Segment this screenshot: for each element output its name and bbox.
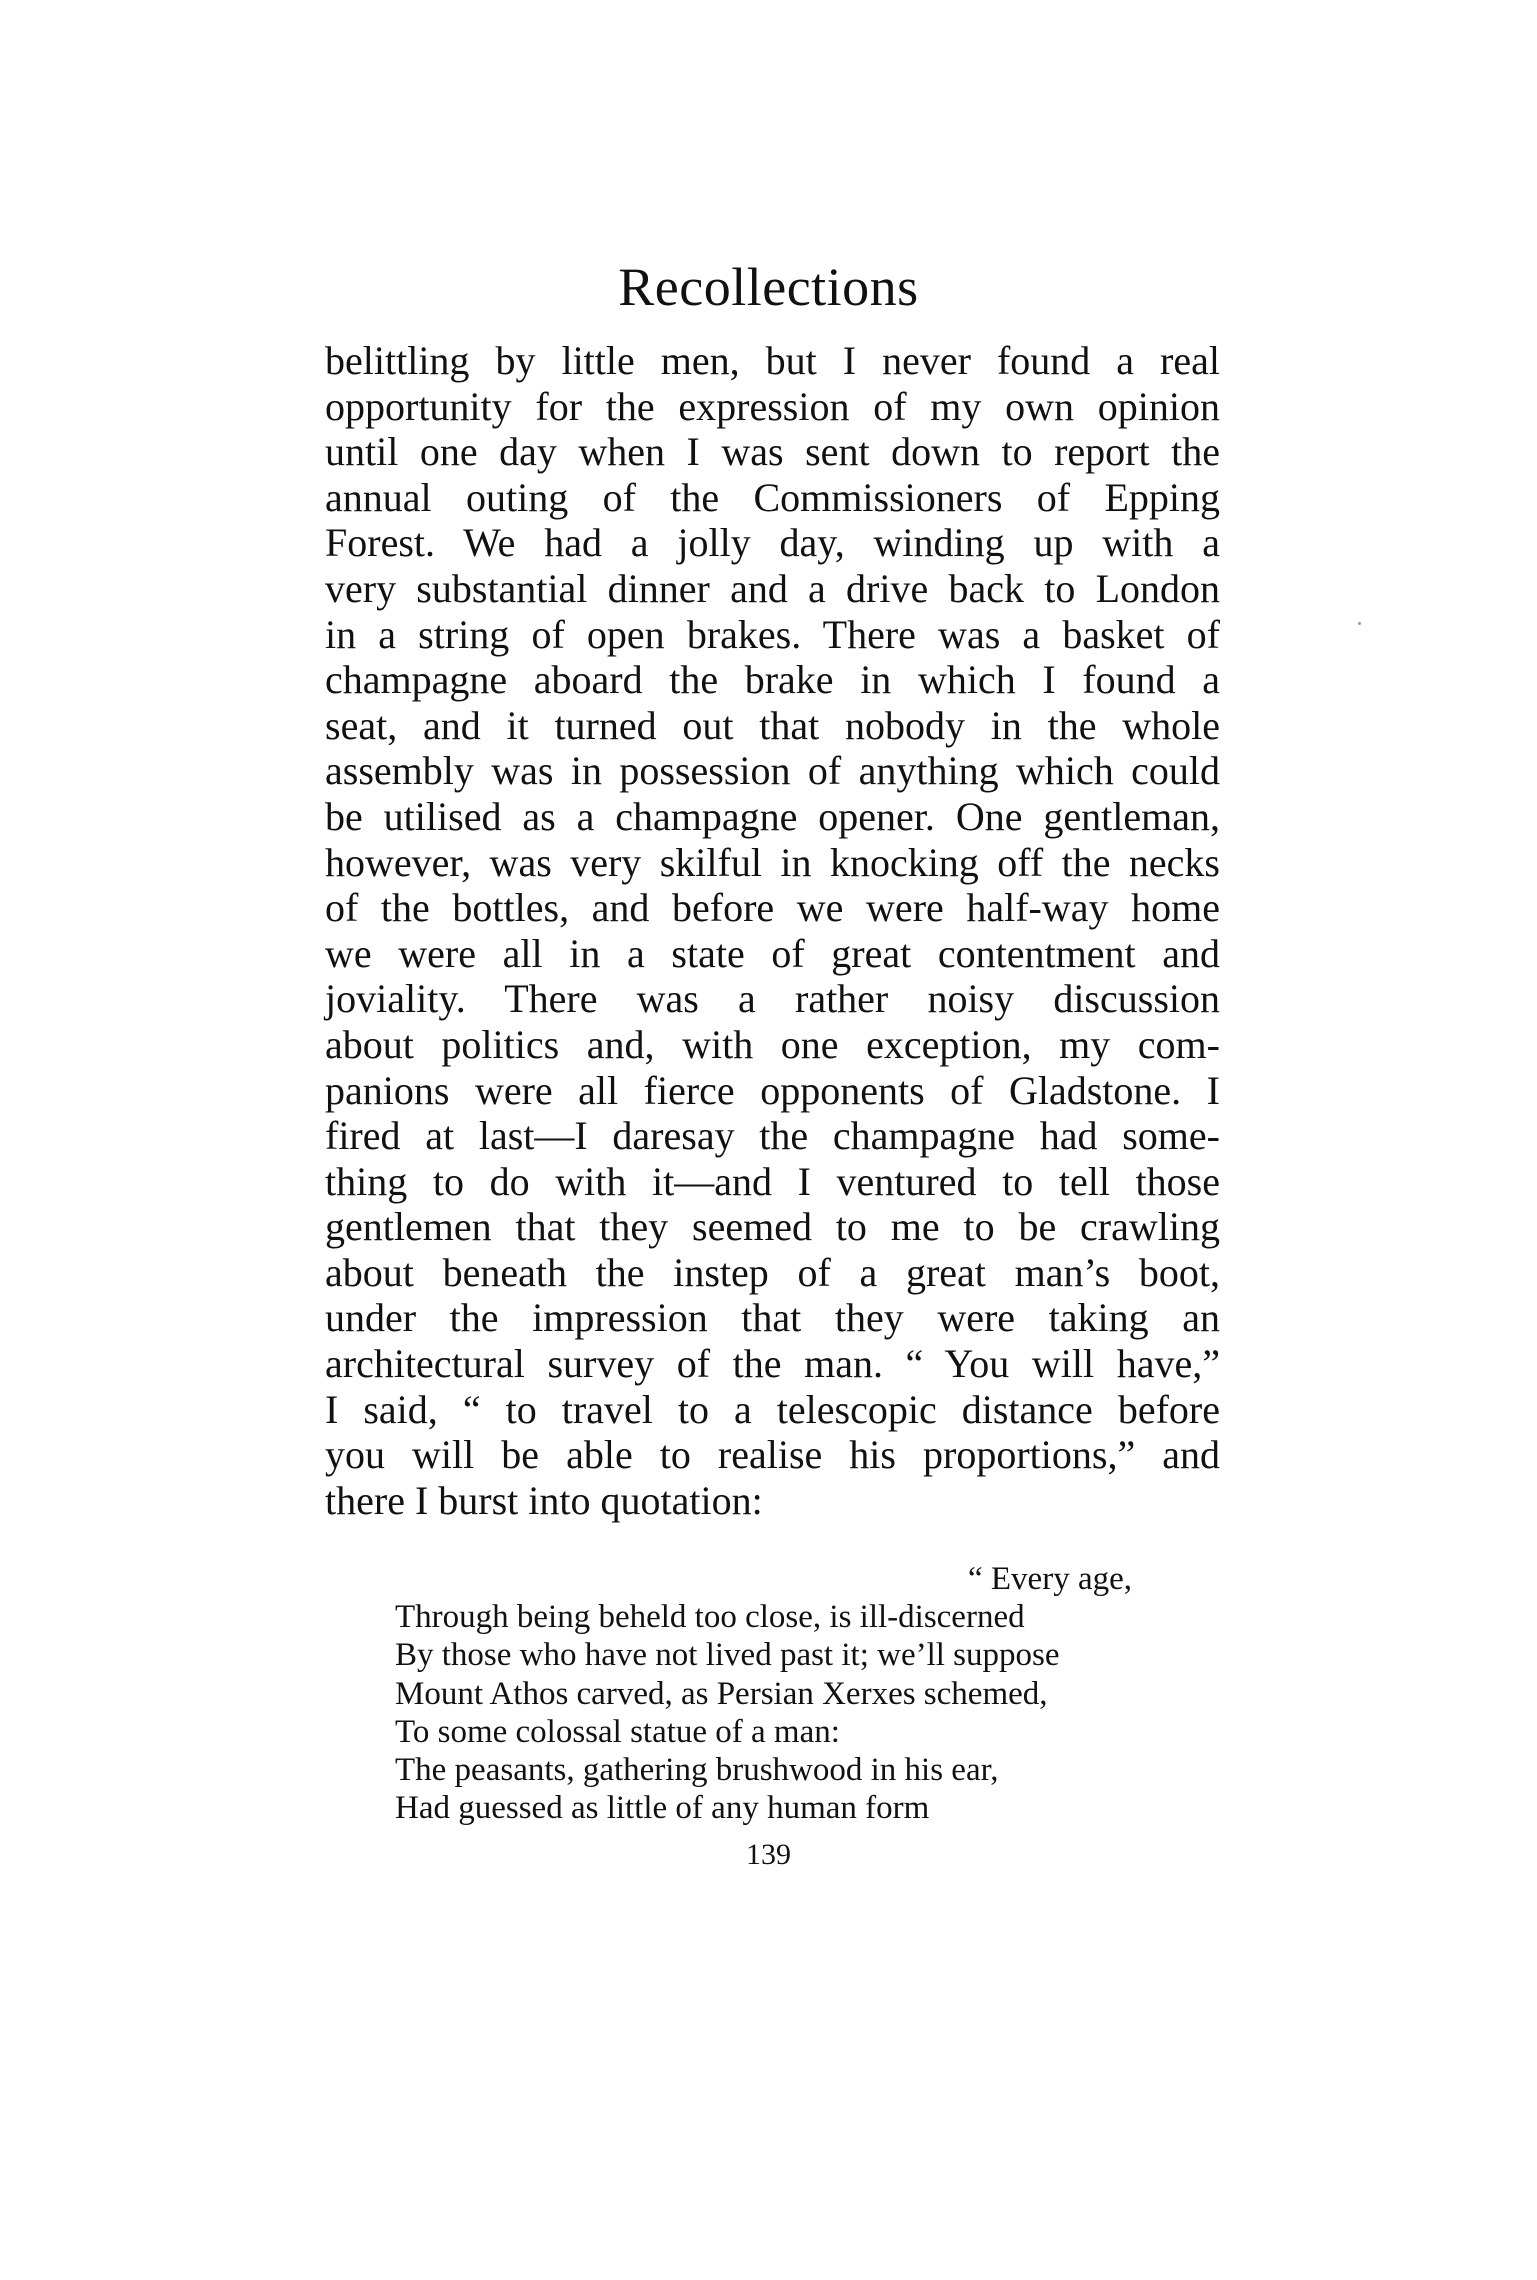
body-line: architectural survey of the man. “ You will have,”	[325, 1341, 1220, 1387]
body-line: about beneath the instep of a great man’s boot,	[325, 1249, 1220, 1295]
body-line: you will be able to realise his proportions,” and	[325, 1432, 1220, 1478]
body-line: panions were all fierce opponents of Gladstone. I	[325, 1067, 1220, 1113]
verse-line: “ Every age,	[968, 1561, 1132, 1597]
verse-line: Through being beheld too close, is ill-discerned	[395, 1599, 1025, 1636]
body-line: in a string of open brakes. There was a basket of	[325, 611, 1220, 657]
running-head: Recollections	[618, 257, 919, 317]
verse-line: To some colossal statue of a man:	[395, 1713, 840, 1750]
body-line: be utilised as a champagne opener. One gentleman,	[325, 793, 1220, 839]
scan-speck	[1358, 622, 1361, 625]
verse-line: Had guessed as little of any human form	[395, 1790, 930, 1827]
body-line: of the bottles, and before we were half-way home	[325, 885, 1220, 931]
body-line: thing to do with it—and I ventured to tell those	[325, 1158, 1220, 1204]
verse-line: By those who have not lived past it; we’ll suppose	[395, 1637, 1060, 1674]
page-number: 139	[746, 1838, 791, 1871]
body-line: Forest. We had a jolly day, winding up with a	[325, 520, 1220, 566]
body-line: gentlemen that they seemed to me to be crawling	[325, 1204, 1220, 1250]
body-line: we were all in a state of great contentment and	[325, 930, 1220, 976]
body-line: seat, and it turned out that nobody in the whole	[325, 702, 1220, 748]
body-line: about politics and, with one exception, my com-	[325, 1021, 1220, 1067]
body-line: very substantial dinner and a drive back to London	[325, 565, 1220, 611]
body-line: opportunity for the expression of my own opinion	[325, 383, 1220, 429]
verse-line: Mount Athos carved, as Persian Xerxes schemed,	[395, 1675, 1048, 1712]
verse-line: The peasants, gathering brushwood in his ear,	[395, 1751, 999, 1788]
body-line: there I burst into quotation:	[325, 1477, 763, 1523]
body-line: I said, “ to travel to a telescopic distance before	[325, 1386, 1220, 1432]
body-line: belittling by little men, but I never found a real	[325, 338, 1220, 383]
body-line: until one day when I was sent down to report the	[325, 429, 1220, 475]
body-line: fired at last—I daresay the champagne had some-	[325, 1113, 1220, 1159]
body-paragraph	[325, 338, 1220, 1523]
body-line: champagne aboard the brake in which I found a	[325, 657, 1220, 703]
body-line: however, was very skilful in knocking off the necks	[325, 839, 1220, 885]
body-line: annual outing of the Commissioners of Epping	[325, 474, 1220, 520]
body-line: joviality. There was a rather noisy discussion	[325, 976, 1220, 1022]
body-line: assembly was in possession of anything which could	[325, 748, 1220, 794]
body-line: under the impression that they were taking an	[325, 1295, 1220, 1341]
verse-quotation	[395, 1560, 1195, 1827]
